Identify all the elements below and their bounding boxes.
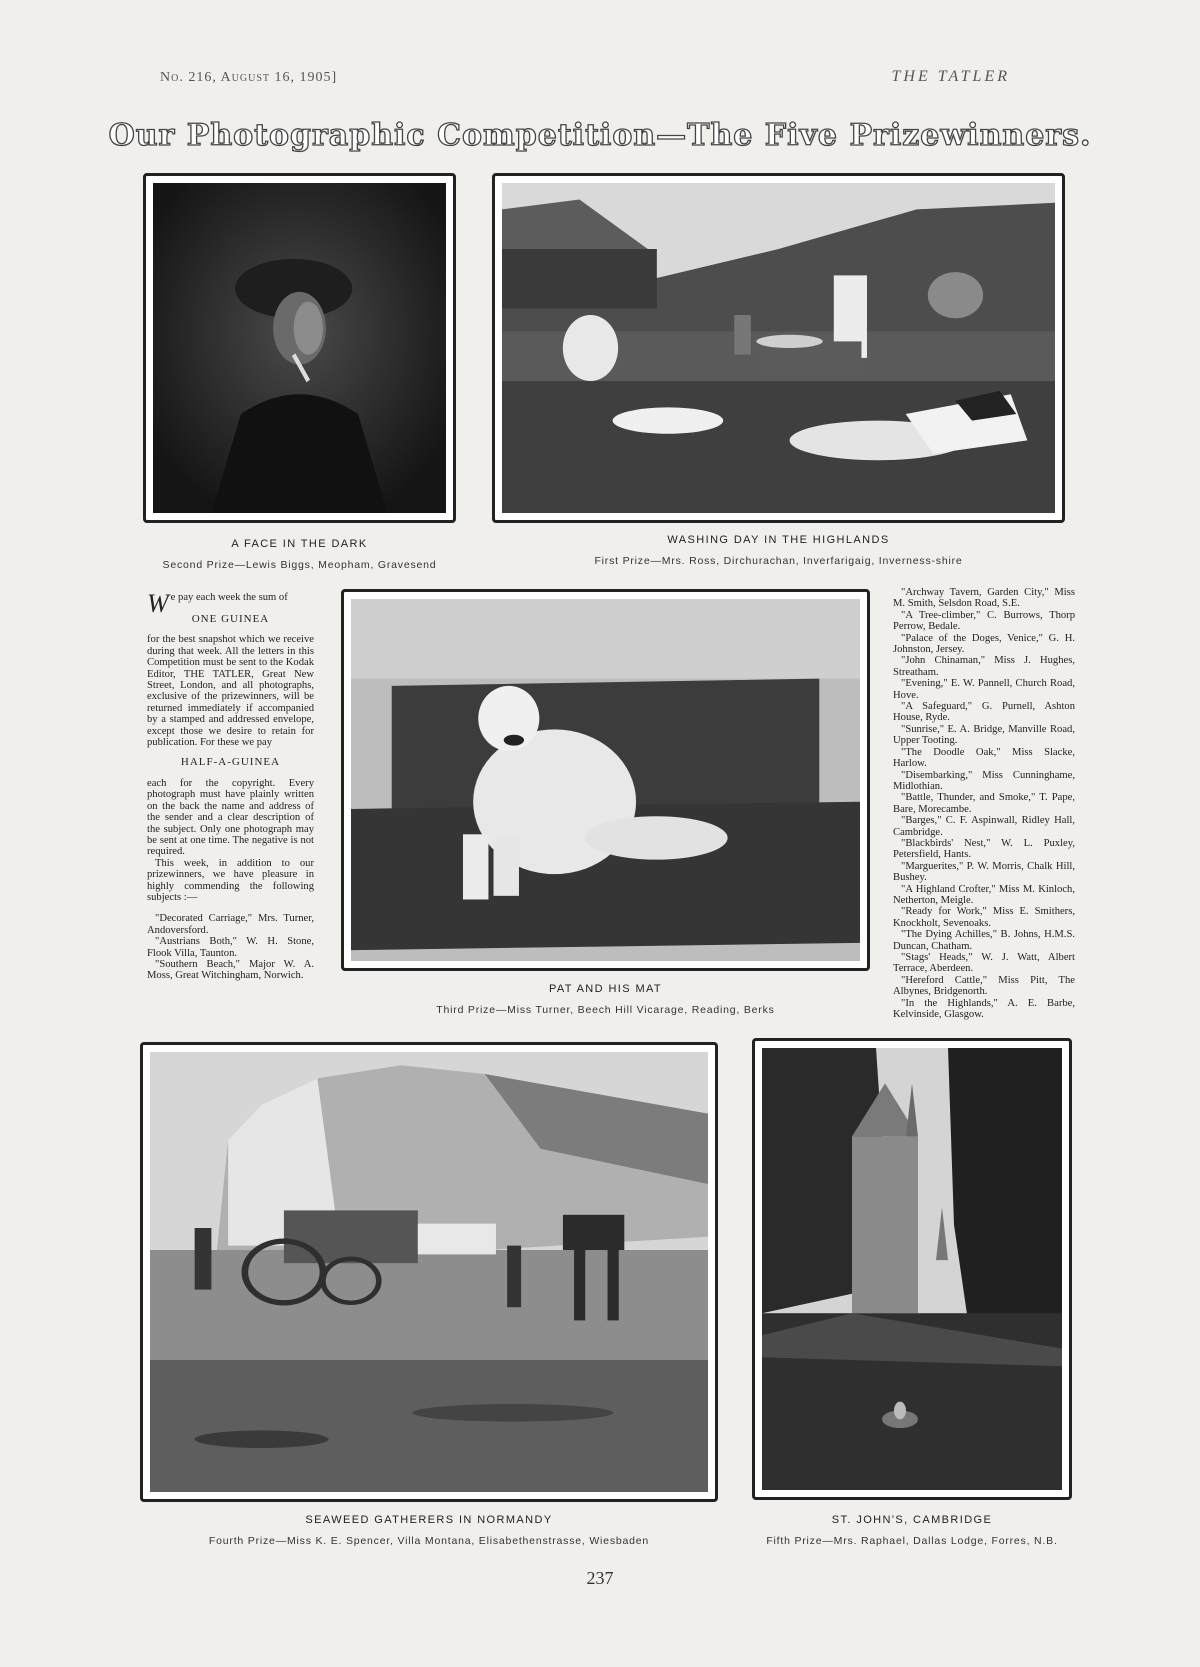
list-item: "John Chinaman," Miss J. Hughes, Streatham. [893,655,1075,678]
heading-half-a-guinea: HALF-A-GUINEA [180,756,281,769]
heading-one-guinea: ONE GUINEA [191,613,270,625]
washing-day-image [502,183,1055,513]
photo4-caption: SEAWEED GATHERERS IN NORMANDY [305,1514,553,1526]
photo5-caption: ST. JOHN'S, CAMBRIDGE [831,1514,993,1526]
photo-pat-and-his-mat [341,589,870,971]
list-item: "Hereford Cattle," Miss Pitt, The Albynes, Bridgenorth. [893,974,1075,998]
list-item: "The Doodle Oak," Miss Slacke, Harlow. [893,746,1075,770]
list-item: "A Safeguard," G. Purnell, Ashton House, Ryde. [893,701,1075,724]
photo1-credit: Second Prize—Lewis Biggs, Meopham, Gravesend [162,559,437,571]
list-item: "A Highland Crofter," Miss M. Kinloch, Netherton, Meigle. [893,883,1075,906]
photo-washing-day [492,173,1065,523]
dropcap: W [147,589,169,618]
photo-st-johns-cambridge [752,1038,1072,1500]
photo1-caption: A FACE IN THE DARK [231,538,368,550]
list-item: "A Tree-climber," C. Burrows, Thorp Perrow, Bedale. [893,609,1075,633]
list-item: "In the Highlands," A. E. Barbe, Kelvinside, Glasgow. [893,997,1075,1021]
list-item: "Blackbirds' Nest," W. L. Puxley, Petersfield, Hants. [893,837,1075,861]
pat-and-his-mat-image [351,599,860,961]
list-item: "Battle, Thunder, and Smoke," T. Pape, Bare, Morecambe. [893,792,1075,815]
issue-line: No. 216, August 16, 1905] [160,70,338,85]
paragraph-3: This week, in addition to our prizewinners, we have pleasure in highly commending the following subjects :— [147,857,314,903]
magazine-name: THE TATLER [891,68,1010,85]
list-item: "The Dying Achilles," B. Johns, H.M.S. Duncan, Chatham. [893,929,1075,952]
list-item: "Barges," C. F. Aspinwall, Ridley Hall, Cambridge. [893,815,1075,838]
photo5-credit: Fifth Prize—Mrs. Raphael, Dallas Lodge, Forres, N.B. [766,1535,1058,1547]
list-item: "Palace of the Doges, Venice," G. H. Johnston, Jersey. [893,632,1075,656]
list-item: "Archway Tavern, Garden City," Miss M. Smith, Selsdon Road, S.E. [893,587,1075,610]
photo3-credit: Third Prize—Miss Turner, Beech Hill Vicarage, Reading, Berks [436,1004,775,1016]
list-item: "Marguerites," P. W. Morris, Chalk Hill, Bushey. [893,860,1075,884]
list-item: "Stags' Heads," W. J. Watt, Albert Terrace, Aberdeen. [893,952,1075,975]
page-title: Our Photographic Competition—The Five Prizewinners. [108,118,1092,153]
list-item: "Southern Beach," Major W. A. Moss, Great Witchingham, Norwich. [147,958,314,982]
seaweed-gatherers-image [150,1052,708,1492]
paragraph-1: for the best snapshot which we receive during that week. All the letters in this Competition must be sent to the Kodak Editor, THE TATLER, Great New Street, London, and all photographs, exclusive of the prizewinners, will be returned immediately if accompanied by a stamped and addressed envelope, except those we desire to retain for publication. For these we pay [147,634,314,749]
photo3-caption: PAT AND HIS MAT [548,983,663,995]
list-item: "Decorated Carriage," Mrs. Turner, Andoversford. [147,913,314,936]
list-item: "Disembarking," Miss Cunninghame, Midlothian. [893,769,1075,792]
list-item: "Austrians Both," W. H. Stone, Flook Villa, Taunton. [147,936,314,959]
photo-face-in-the-dark [143,173,456,523]
list-item: "Sunrise," E. A. Bridge, Manville Road, Upper Tooting. [893,723,1075,747]
list-item: "Evening," E. W. Pannell, Church Road, Hove. [893,678,1075,701]
page-number: 237 [586,1568,614,1588]
photo-seaweed-gatherers [140,1042,718,1502]
paragraph-2: each for the copyright. Every photograph must have plainly written on the back the name and address of the sender and a clear description of the subject. Only one photograph may be sent at one time. The negative is not required. [147,777,314,858]
photo4-credit: Fourth Prize—Miss K. E. Spencer, Villa Montana, Elisabethenstrasse, Wiesbaden [208,1535,650,1547]
st-johns-cambridge-image [762,1048,1062,1490]
list-item: "Ready for Work," Miss E. Smithers, Knockholt, Sevenoaks. [893,906,1075,929]
left-column [147,589,314,982]
face-in-the-dark-image [153,183,446,513]
photo2-caption: WASHING DAY IN THE HIGHLANDS [667,534,890,546]
right-column [893,587,1075,1020]
photo2-credit: First Prize—Mrs. Ross, Dirchurachan, Inverfarigaig, Inverness-shire [594,555,963,567]
intro-text: e pay each week the sum of [170,592,288,603]
